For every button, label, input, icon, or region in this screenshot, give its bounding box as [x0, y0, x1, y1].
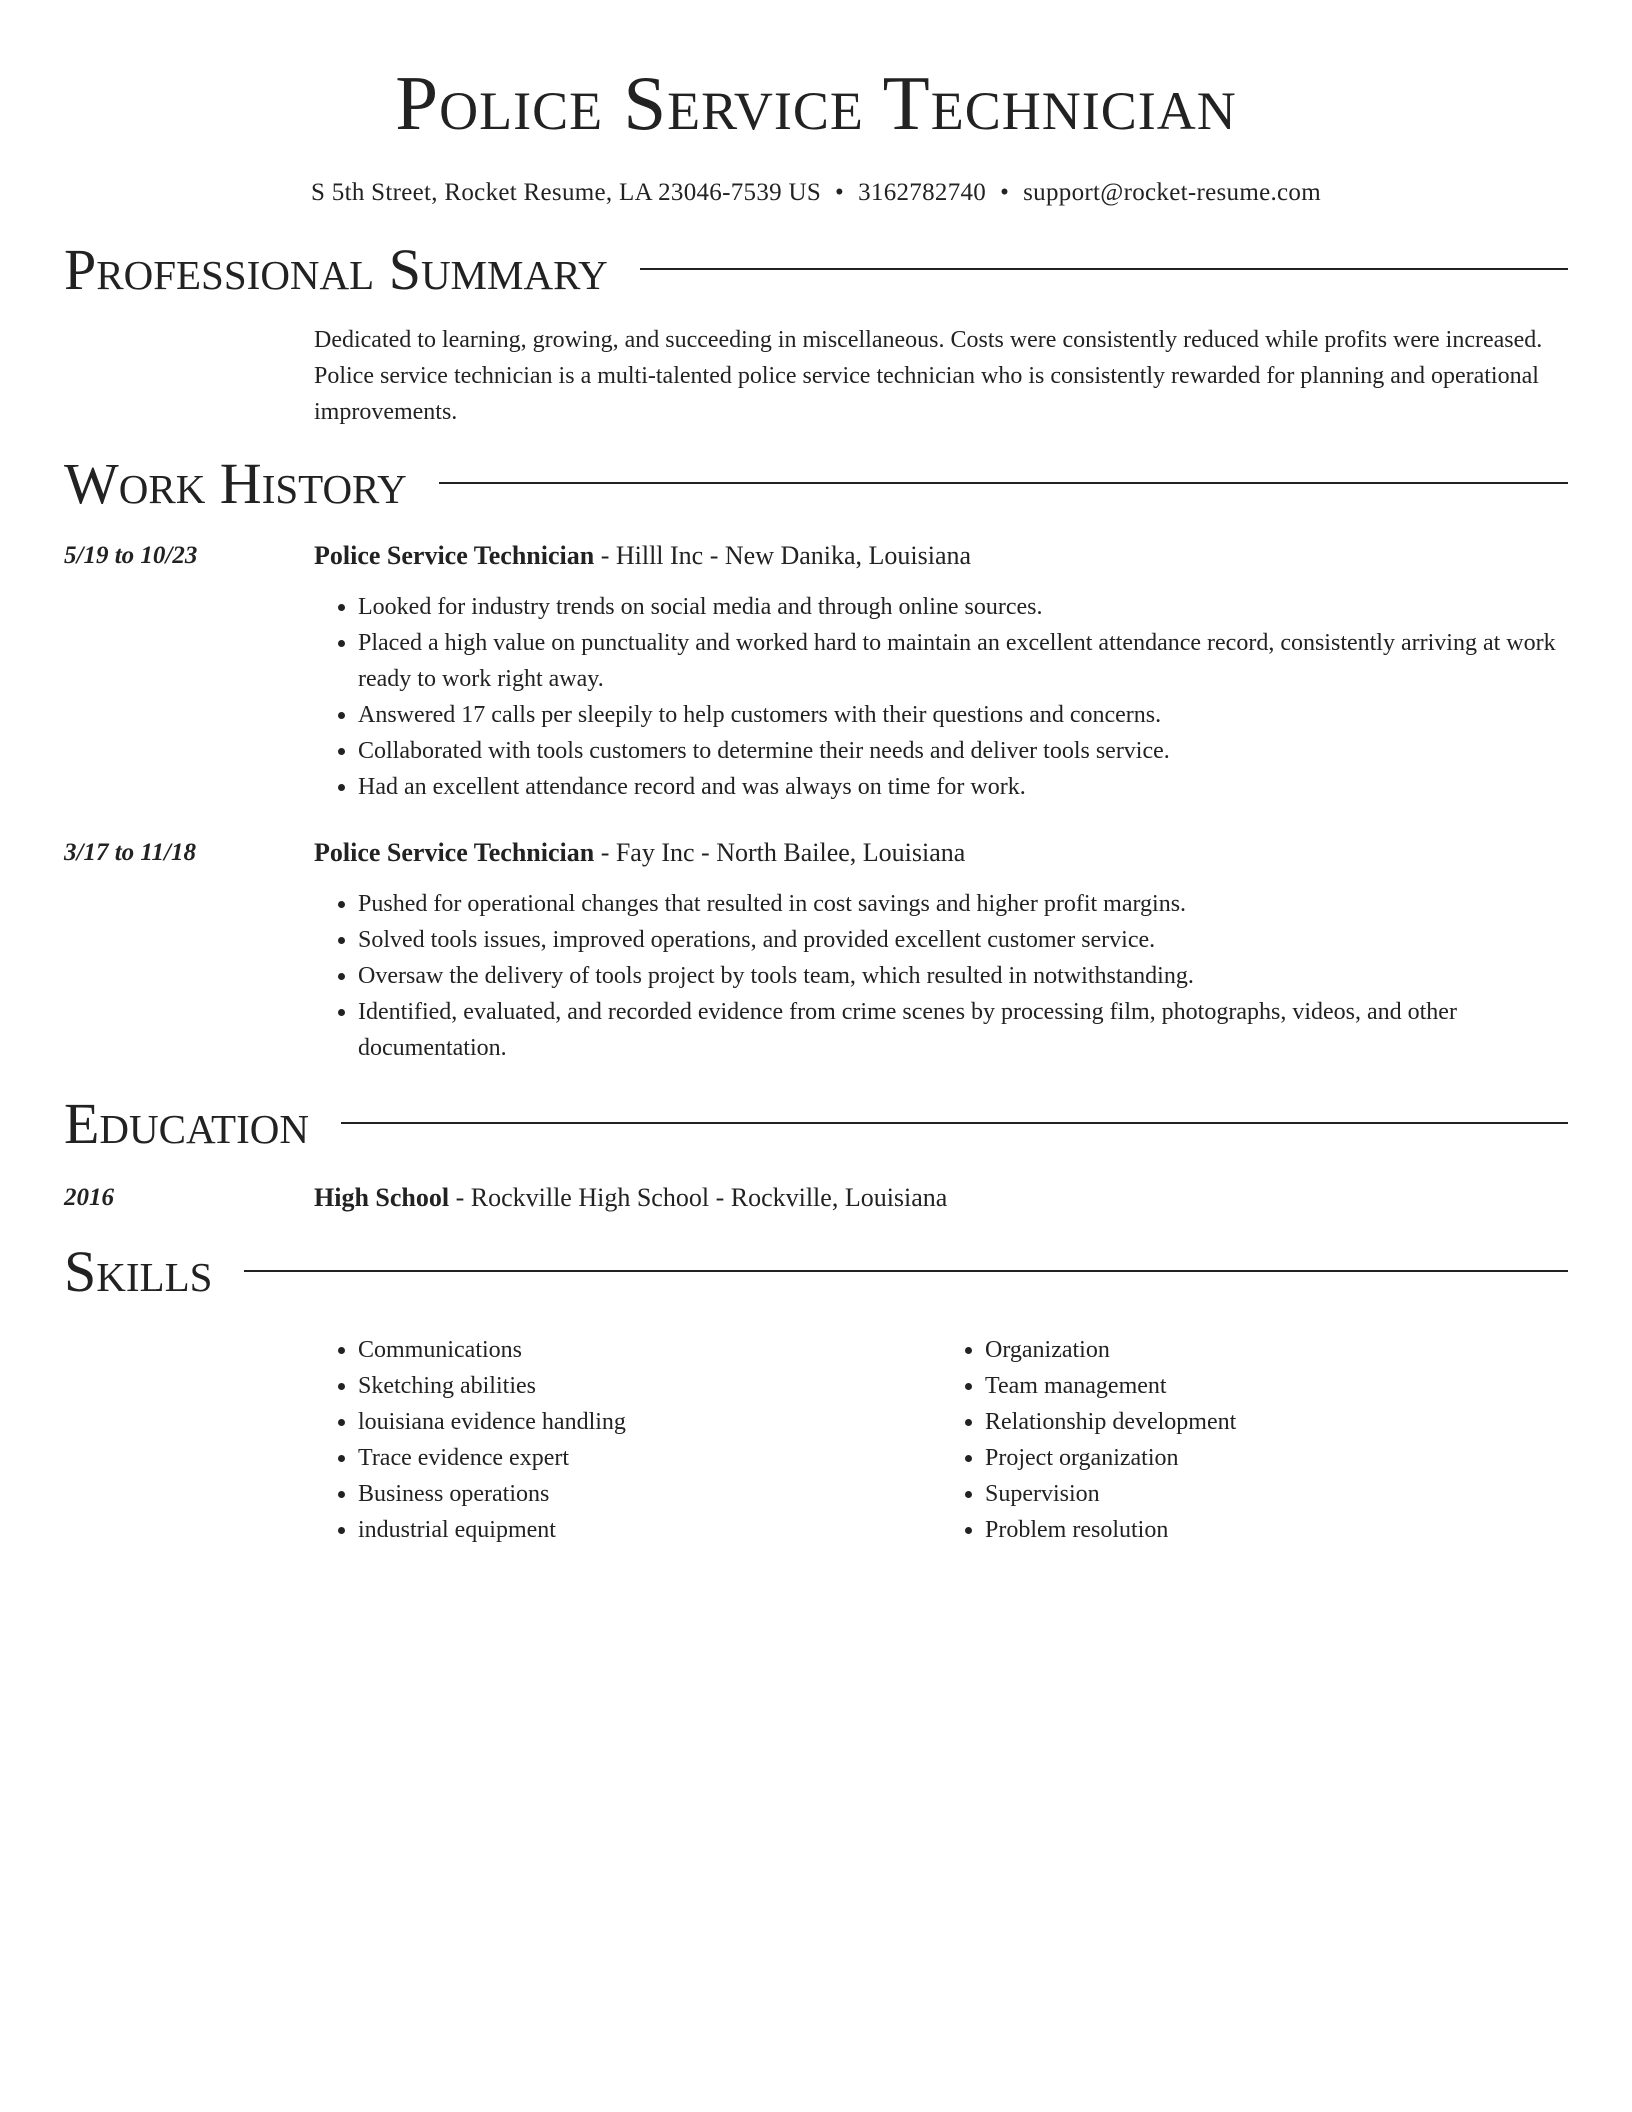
section-divider	[244, 1270, 1568, 1272]
contact-separator: •	[1000, 179, 1010, 206]
education-degree: High School	[314, 1183, 450, 1212]
section-divider	[439, 482, 1568, 484]
section-divider	[341, 1122, 1568, 1124]
job-dates: 3/17 to 11/18	[64, 839, 196, 866]
skill-item: • louisiana evidence handling	[358, 1404, 941, 1440]
skills-column-right	[941, 1332, 1568, 1548]
section-header-education	[64, 1092, 1568, 1156]
skill-item: • Communications	[358, 1332, 941, 1368]
skill-item: • Trace evidence expert	[358, 1440, 941, 1476]
job-company-location: - Hilll Inc - New Danika, Louisiana	[594, 541, 972, 570]
job-title: Police Service Technician	[314, 838, 595, 867]
section-title-skills: Skills	[64, 1239, 213, 1304]
job-bullet: • Solved tools issues, improved operations, and provided excellent customer service.	[358, 922, 1568, 958]
summary-text: Dedicated to learning, growing, and succeeding in miscellaneous. Costs were consistently reduced while profits were increased. Police service technician is a multi-talented police service technician who is consistently rewarded for planning and operational improvements.	[314, 327, 1543, 425]
skill-item: • Problem resolution	[985, 1512, 1568, 1548]
job-bullet: • Collaborated with tools customers to determine their needs and deliver tools service.	[358, 733, 1568, 769]
job-bullets	[314, 589, 1568, 805]
job-bullets	[314, 886, 1568, 1066]
job-bullet: • Oversaw the delivery of tools project by tools team, which resulted in notwithstanding.	[358, 958, 1568, 994]
skill-item: • Project organization	[985, 1440, 1568, 1476]
skills-list	[314, 1332, 1568, 1548]
job-bullet: • Pushed for operational changes that resulted in cost savings and higher profit margins.	[358, 886, 1568, 922]
job-title-line	[314, 538, 1568, 574]
section-divider	[640, 268, 1568, 270]
job-entry	[64, 538, 1568, 805]
job-title-line	[314, 835, 1568, 871]
job-bullet: • Had an excellent attendance record and was always on time for work.	[358, 769, 1568, 805]
job-bullet: • Placed a high value on punctuality and worked hard to maintain an excellent attendance record, consistently arriving at work ready to work right away.	[358, 625, 1568, 697]
education-line	[314, 1180, 1568, 1216]
job-body	[314, 835, 1568, 1066]
contact-phone: 3162782740	[858, 179, 987, 206]
education-school-location: - Rockville High School - Rockville, Louisiana	[449, 1183, 948, 1212]
job-title: Police Service Technician	[314, 541, 595, 570]
job-bullet: • Answered 17 calls per sleepily to help customers with their questions and concerns.	[358, 697, 1568, 733]
contact-email: support@rocket-resume.com	[1023, 179, 1321, 206]
skill-item: • Organization	[985, 1332, 1568, 1368]
job-company-location: - Fay Inc - North Bailee, Louisiana	[594, 838, 966, 867]
skill-item: • Supervision	[985, 1476, 1568, 1512]
resume-name: Police Service Technician	[395, 60, 1237, 146]
contact-line	[64, 178, 1568, 208]
section-title-education: Education	[64, 1091, 309, 1156]
job-bullet: • Looked for industry trends on social media and through online sources.	[358, 589, 1568, 625]
section-title-summary: Professional Summary	[64, 237, 608, 302]
skills-column-left	[314, 1332, 941, 1548]
section-header-summary	[64, 238, 1568, 302]
skill-item: • industrial equipment	[358, 1512, 941, 1548]
contact-address: S 5th Street, Rocket Resume, LA 23046-7539 US	[311, 179, 822, 206]
job-bullet: • Identified, evaluated, and recorded evidence from crime scenes by processing film, photographs, videos, and other documentation.	[358, 994, 1568, 1066]
skill-item: • Relationship development	[985, 1404, 1568, 1440]
job-entry	[64, 835, 1568, 1066]
contact-separator: •	[835, 179, 845, 206]
education-body	[314, 1180, 1568, 1216]
job-dates: 5/19 to 10/23	[64, 542, 198, 569]
skill-item: • Sketching abilities	[358, 1368, 941, 1404]
section-header-skills	[64, 1240, 1568, 1304]
education-entry	[64, 1180, 1568, 1216]
section-title-work-history: Work History	[64, 451, 407, 516]
skill-item: • Business operations	[358, 1476, 941, 1512]
job-body	[314, 538, 1568, 805]
education-year: 2016	[64, 1184, 114, 1211]
section-header-work-history	[64, 452, 1568, 516]
skill-item: • Team management	[985, 1368, 1568, 1404]
